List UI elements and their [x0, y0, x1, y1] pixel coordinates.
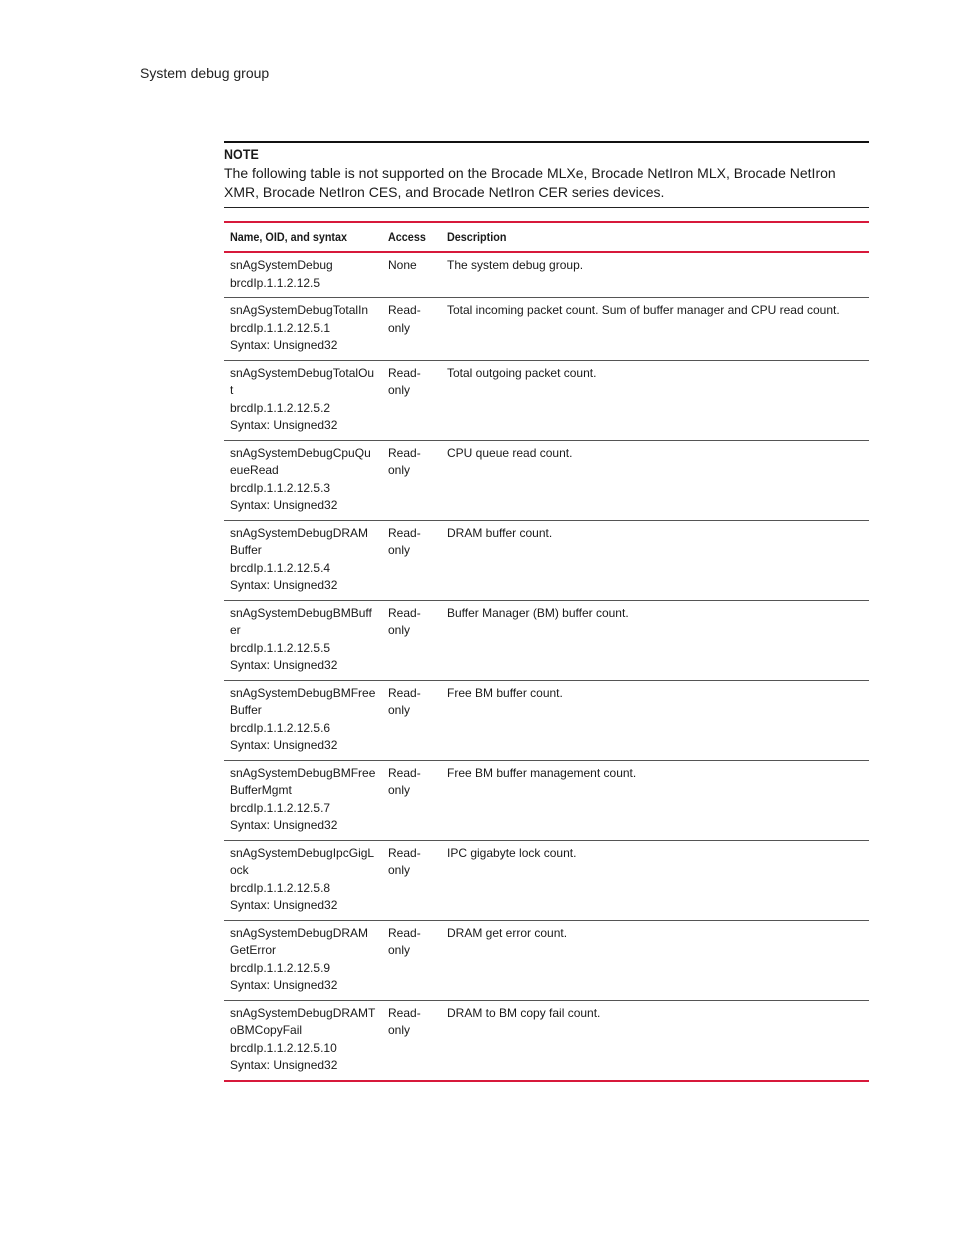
table-row [224, 252, 869, 298]
cell-name-oid-syntax [224, 298, 382, 361]
object-name: snAgSystemDebugTotalOut [230, 365, 375, 397]
object-name: snAgSystemDebugDRAMBuffer [230, 525, 369, 557]
object-name: snAgSystemDebugDRAMGetError [230, 925, 369, 957]
cell-description: Total incoming packet count. Sum of buffer manager and CPU read count. [447, 303, 840, 317]
table-row [224, 1000, 869, 1081]
object-name: snAgSystemDebugBMBuffer [230, 605, 372, 637]
object-name: snAgSystemDebugDRAMToBMCopyFail [230, 1005, 376, 1037]
note-box [224, 141, 869, 208]
cell-access: Read-only [388, 445, 421, 477]
cell-name-oid-syntax [224, 840, 382, 920]
object-oid: brcdIp.1.1.2.12.5.2 [230, 400, 331, 415]
cell-name-oid-syntax [224, 360, 382, 440]
cell-name-oid-syntax [224, 1000, 382, 1081]
table-body [224, 252, 869, 1081]
table-row [224, 600, 869, 680]
table-row [224, 360, 869, 440]
cell-description: The system debug group. [447, 258, 584, 272]
note-text: The following table is not supported on the Brocade MLXe, Brocade NetIron MLX, Brocade NetIron XMR, Brocade NetIron CES, and Brocade NetIron CER series devices. [224, 165, 836, 200]
cell-access: Read-only [388, 365, 421, 397]
cell-access: Read-only [388, 765, 421, 797]
table-row [224, 760, 869, 840]
cell-description: DRAM to BM copy fail count. [447, 1005, 601, 1020]
cell-access: Read-only [388, 845, 421, 877]
table-row [224, 840, 869, 920]
mib-object-table [224, 221, 869, 1082]
object-syntax: Syntax: Unsigned32 [230, 338, 338, 352]
object-oid: brcdIp.1.1.2.12.5.7 [230, 800, 331, 815]
cell-name-oid-syntax [224, 600, 382, 680]
cell-name-oid-syntax [224, 252, 382, 298]
cell-description: Free BM buffer count. [447, 685, 563, 700]
column-header-description: Description [447, 230, 507, 244]
object-oid: brcdIp.1.1.2.12.5.4 [230, 560, 331, 575]
object-oid: brcdIp.1.1.2.12.5.10 [230, 1040, 337, 1055]
table-header-row [224, 222, 869, 252]
cell-description: Free BM buffer management count. [447, 765, 637, 780]
running-header: System debug group [140, 65, 270, 81]
cell-name-oid-syntax [224, 760, 382, 840]
object-syntax: Syntax: Unsigned32 [230, 1058, 338, 1072]
table-row [224, 920, 869, 1000]
cell-access: Read-only [388, 605, 421, 637]
object-oid: brcdIp.1.1.2.12.5 [230, 275, 321, 290]
object-oid: brcdIp.1.1.2.12.5.6 [230, 720, 331, 735]
table-row [224, 520, 869, 600]
table-row [224, 440, 869, 520]
cell-description: IPC gigabyte lock count. [447, 845, 577, 860]
cell-access: Read-only [388, 1005, 421, 1037]
cell-access: Read-only [388, 925, 421, 957]
cell-name-oid-syntax [224, 520, 382, 600]
cell-name-oid-syntax [224, 920, 382, 1000]
cell-description: Buffer Manager (BM) buffer count. [447, 605, 629, 620]
cell-access: Read-only [388, 685, 421, 717]
cell-description: CPU queue read count. [447, 445, 573, 460]
object-oid: brcdIp.1.1.2.12.5.1 [230, 320, 331, 335]
object-name: snAgSystemDebugBMFreeBufferMgmt [230, 765, 376, 797]
cell-access: Read-only [388, 525, 421, 557]
object-syntax: Syntax: Unsigned32 [230, 898, 338, 912]
table-row [224, 298, 869, 361]
object-syntax: Syntax: Unsigned32 [230, 418, 338, 432]
object-oid: brcdIp.1.1.2.12.5.5 [230, 640, 331, 655]
object-name: snAgSystemDebug [230, 258, 333, 272]
object-name: snAgSystemDebugTotalIn [230, 303, 369, 317]
object-syntax: Syntax: Unsigned32 [230, 658, 338, 672]
object-oid: brcdIp.1.1.2.12.5.3 [230, 480, 331, 495]
object-oid: brcdIp.1.1.2.12.5.8 [230, 880, 331, 895]
column-header-access: Access [388, 230, 426, 244]
note-label: NOTE [224, 147, 259, 162]
object-syntax: Syntax: Unsigned32 [230, 578, 338, 592]
object-oid: brcdIp.1.1.2.12.5.9 [230, 960, 331, 975]
cell-description: DRAM buffer count. [447, 525, 553, 540]
object-syntax: Syntax: Unsigned32 [230, 738, 338, 752]
cell-description: Total outgoing packet count. [447, 365, 597, 380]
cell-name-oid-syntax [224, 440, 382, 520]
object-name: snAgSystemDebugIpcGigLock [230, 845, 375, 877]
object-syntax: Syntax: Unsigned32 [230, 978, 338, 992]
object-name: snAgSystemDebugBMFreeBuffer [230, 685, 376, 717]
table-row [224, 680, 869, 760]
cell-access: Read-only [388, 303, 421, 335]
cell-description: DRAM get error count. [447, 925, 568, 940]
object-syntax: Syntax: Unsigned32 [230, 498, 338, 512]
object-syntax: Syntax: Unsigned32 [230, 818, 338, 832]
object-name: snAgSystemDebugCpuQueueRead [230, 445, 371, 477]
cell-access: None [388, 258, 417, 272]
cell-name-oid-syntax [224, 680, 382, 760]
column-header-name: Name, OID, and syntax [230, 230, 348, 244]
